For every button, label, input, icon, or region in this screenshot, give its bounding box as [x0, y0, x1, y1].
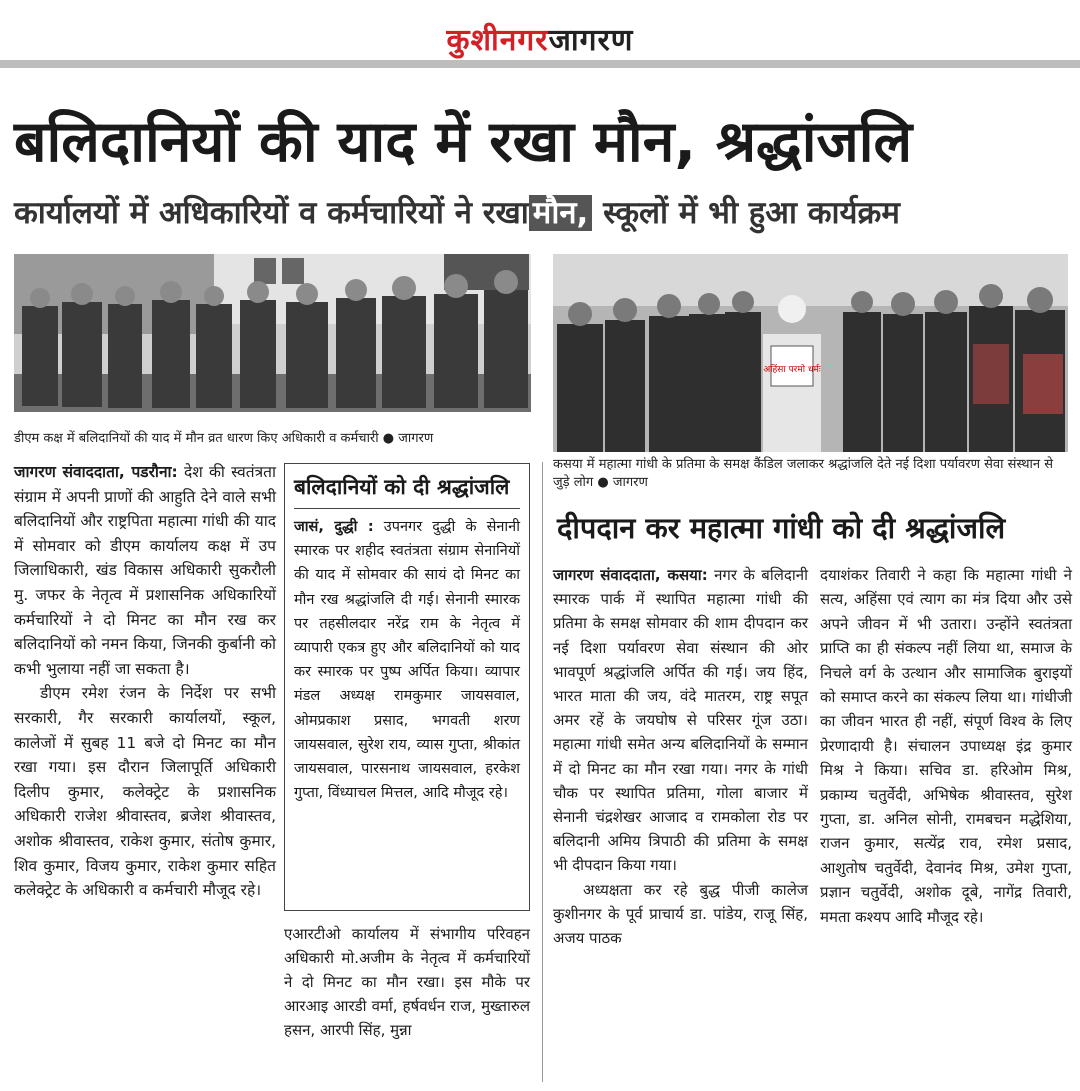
newspaper-brand — [0, 18, 1080, 59]
subhead-highlight: मौन, — [529, 195, 593, 231]
article-padrauna-body — [14, 460, 276, 903]
byline-padrauna: जागरण संवाददाता, पडरौना: — [14, 463, 178, 481]
officials-group-image — [14, 254, 531, 412]
statue-tribute-image — [553, 254, 1068, 452]
subhead-before: कार्यालयों में अधिकारियों व कर्मचारियों ने रखा — [14, 195, 529, 231]
box-byline: जासं, दुद्धी : — [294, 519, 374, 535]
subhead-after: स्कूलों में भी हुआ कार्यक्रम — [592, 195, 900, 231]
masthead — [0, 0, 1080, 64]
article-kasya-col1 — [553, 563, 808, 950]
article-kasya-headline: दीपदान कर महात्मा गांधी को दी श्रद्धांजलि — [557, 511, 1006, 545]
photo-gandhi-statue — [553, 254, 1068, 452]
photo-officials — [14, 254, 531, 412]
caption-right-photo: कसया में महात्मा गांधी के प्रतिमा के समक्ष कैंडिल जलाकर श्रद्धांजलि देते नई दिशा पर्यावरण सेवा संस्थान से जुड़े लोग ● जागरण — [553, 457, 1054, 490]
statue-plaque-text: अहिंसा परमो धर्मः — [763, 365, 821, 375]
masthead-rule — [0, 60, 1080, 68]
box-text: उपनगर दुद्धी के सेनानी स्मारक पर शहीद स्वतंत्रता संग्राम सेनानियों की याद में सोमवार की सायं दो मिनट का मौन रख श्रद्धांजलि दी गई। सेनानी स्मारक पर तहसीलदार नरेंद्र राम के नेतृत्व में व्यापारी एकत्र हुए और बलिदानियों को याद कर स्मारक पर पुष्प अर्पित किया। व्यापार मंडल अध्यक्ष रामकुमार जायसवाल, ओमप्रकाश प्रसाद, भगवती शरण जायसवाल, सुरेश राय, व्यास गुप्ता, श्रीकांत जायसवाल, पारसनाथ जायसवाल, हरकेश गुप्ता, विंध्याचल मित्तल, आदि मौजूद रहे। — [294, 519, 520, 802]
subheadline — [14, 190, 1074, 236]
caption-left-photo: डीएम कक्ष में बलिदानियों की याद में मौन व्रत धारण किए अधिकारी व कर्मचारी ● जागरण — [14, 431, 434, 446]
box-title: बलिदानियों को दी श्रद्धांजलि — [294, 472, 520, 509]
byline-kasya: जागरण संवाददाता, कसया: — [553, 566, 708, 584]
box-body — [294, 515, 520, 805]
brand-city: कुशीनगर — [446, 23, 549, 58]
article-padrauna-para2: डीएम रमेश रंजन के निर्देश पर सभी सरकारी, गैर सरकारी कार्यालयों, स्कूल, कालेजों में सुबह 11 बजे दो मिनट का मौन रखा गया। इस दौरान जिलापूर्ति अधिकारी दिलीप कुमार, कलेक्ट्रेट के प्रशासनिक अधिकारी राजेश श्रीवास्तव, ब्रजेश श्रीवास्तव, अशोक श्रीवास्तव, राकेश कुमार, संतोष कुमार, शिव कुमार, विजय कुमार, राकेश कुमार सहित कलेक्ट्रेट के अधिकारी व कर्मचारी मौजूद रहे। — [14, 684, 276, 900]
article-kasya-para2: अध्यक्षता कर रहे बुद्ध पीजी कालेज कुशीनगर के पूर्व प्राचार्य डा. पांडेय, राजू सिंह, अजय पाठक — [553, 880, 808, 948]
article-kasya-para1: नगर के बलिदानी स्मारक पार्क में स्थापित महात्मा गांधी की प्रतिमा के समक्ष सोमवार की शाम दीपदान कर नई दिशा पर्यावरण सेवा संस्थान की ओर भावपूर्ण श्रद्धांजलि अर्पित की गई। जय हिंद, भारत माता की जय, वंदे मातरम, राष्ट्र सपूत अमर रहें के जयघोष से परिसर गूंज उठा। महात्मा गांधी समेत अन्य बलिदानियों के सम्मान में दो मिनट का मौन रखा गया। नगर के गांधी चौक पर स्थापित प्रतिमा, गोला बाजार में सेनानी चंद्रशेखर आजाद व रामकोला रोड पर बलिदानी अमिय त्रिपाठी की प्रतिमा के समक्ष भी दीपदान किया गया। — [553, 566, 808, 875]
article-kasya-col2: दयाशंकर तिवारी ने कहा कि महात्मा गांधी ने सत्य, अहिंसा एवं त्याग का मंत्र दिया और उसे अपने जीवन में भी उतारा। उन्होंने स्वतंत्रता प्राप्ति का ही संकल्प नहीं लिया था, समाज के निचले वर्ग के उत्थान और सामाजिक बुराइयों को समाप्त करने का संकल्प लिया था। गांधीजी का जीवन भारत ही नहीं, संपूर्ण विश्व के लिए प्रेरणादायी है। संचालन उपाध्यक्ष इंद्र कुमार मिश्र ने किया। सचिव डा. हरिओम मिश्र, प्रकाम्य चतुर्वेदी, अभिषेक श्रीवास्तव, सुरेश गुप्ता, डा. अनिल सोनी, रामबचन मद्धेशिया, राजन कुमार, सत्येंद्र राव, रमेश प्रसाद, आशुतोष चतुर्वेदी, देवानंद मिश्र, उमेश गुप्ता, प्रज्ञान चतुर्वेदी, अशोक दूबे, नागेंद्र तिवारी, ममता कश्यप आदि मौजूद रहे। — [820, 566, 1072, 926]
column-rule — [542, 462, 543, 1082]
boxed-story-duddhi — [284, 463, 530, 911]
main-headline: बलिदानियों की याद में रखा मौन, श्रद्धांजलि — [14, 109, 913, 175]
article-padrauna-para1: देश की स्वतंत्रता संग्राम में अपनी प्राणों की आहुति देने वाले सभी बलिदानियों और राष्ट्रपिता महात्मा गांधी की याद में सोमवार को डीएम कार्यालय कक्ष में उप जिलाधिकारी, खंड विकास अधिकारी सुकरौली मु. जफर के नेतृत्व में प्रशासनिक अधिकारियों कर्मचारियों ने दो मिनट का मौन रख कर बलिदानियों को नमन किया, जिनकी कुर्बानी को कभी भुलाया नहीं जा सकता है। — [14, 463, 277, 678]
article-padrauna-continued: एआरटीओ कार्यालय में संभागीय परिवहन अधिकारी मो.अजीम के नेतृत्व में कर्मचारियों ने दो मिनट का मौन रखा। इस मौके पर आरआइ आरडी वर्मा, हर्षवर्धन राज, मुख्तारुल हसन, आरपी सिंह, मुन्ना — [284, 925, 530, 1039]
brand-name: जागरण — [548, 23, 634, 58]
